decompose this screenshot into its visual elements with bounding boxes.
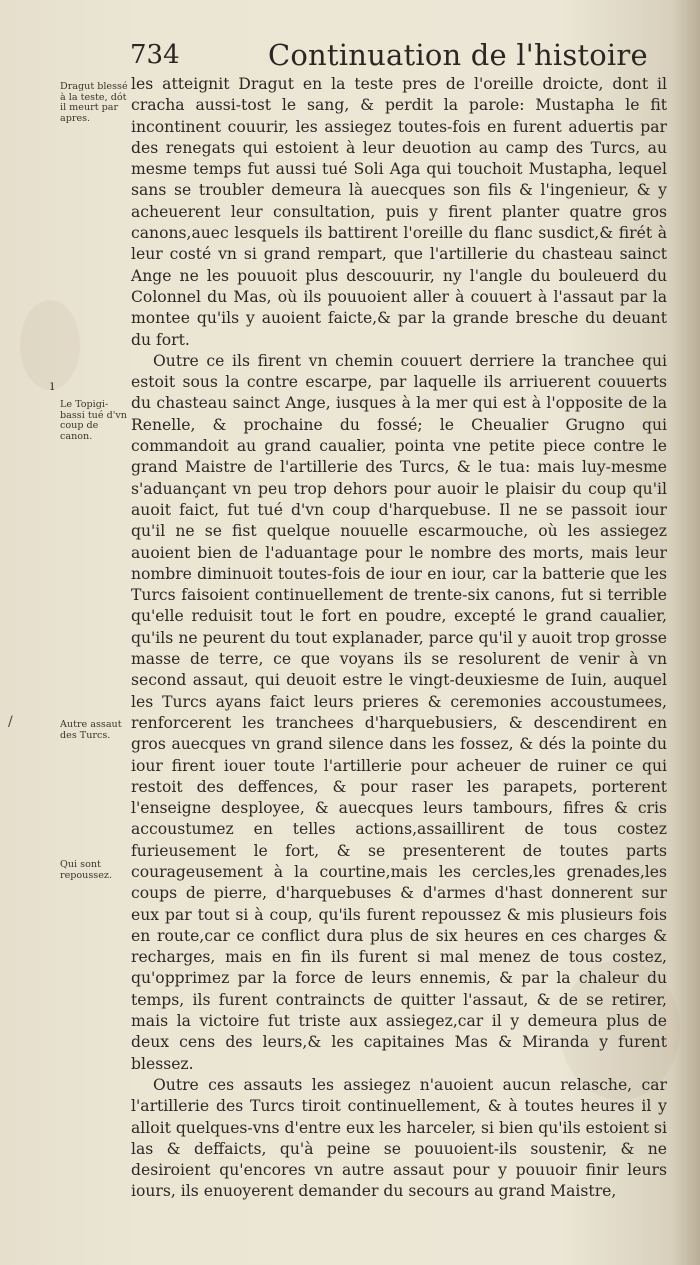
page-number: 734: [130, 40, 180, 70]
paper-stain: [20, 300, 80, 390]
margin-note: Le Topigi-bassi tué d'vn coup de canon.: [60, 399, 127, 442]
margin-note: Dragut blessé à la teste, dót il meurt par apres.: [60, 81, 128, 124]
running-title: Continuation de l'histoire: [268, 38, 648, 72]
margin-note: Qui sont repoussez.: [60, 859, 112, 881]
main-text: [131, 74, 667, 1203]
margin-note: Autre assaut des Turcs.: [60, 719, 122, 741]
margin-mark: ı: [50, 378, 55, 394]
margin-mark: /: [8, 714, 13, 730]
paragraph: les atteignit Dragut en la teste pres de l'oreille droicte, dont il cracha aussi-tost le sang, & perdit la parole: Mustapha le fit incontinent couurir, les assiegez toutes-fois en furent aduertis par des renegats qui estoient à leur deuotion au camp des Turcs, au mesme temps fut aussi tué Soli Aga qui touchoit Mustapha, lequel sans se troubler demeura là auecques son fils & l'ingenieur, & y acheuerent leur consultation, puis y firent planter quatre gros canons,auec lesquels ils battirent l'oreille du flanc susdict,& firét à leur costé vn si grand rempart, que l'artillerie du chasteau sainct Ange ne les pouuoit plus descouurir, ny l'angle du bouleuerd du Colonnel du Mas, où ils pouuoient aller à couuert à l'assaut par la montee qu'ils y auoient faicte,& par la grande bresche du deuant du fort.: [131, 75, 667, 349]
paragraph: Outre ces assauts les assiegez n'auoient aucun relasche, car l'artillerie des Turcs tiroit continuellement, & à toutes heures il y alloit quelques-vns d'entre eux les harceler, si bien qu'ils estoient si las & deffaicts, qu'à peine se pouuoient-ils soustenir, & ne desiroient qu'encores vn autre assaut pour y pouuoir finir leurs iours, ils enuoyerent demander du secours au grand Maistre,: [131, 1075, 667, 1201]
paragraph: Outre ce ils firent vn chemin couuert derriere la tranchee qui estoit sous la contre escarpe, par laquelle ils arriuerent couuerts du chasteau sainct Ange, iusques à la mer qui est à l'opposite de la Renelle, & prochaine du fossé; le Cheualier Grugno qui commandoit au grand caualier, pointa vne petite piece contre le grand Maistre de l'artillerie des Turcs, & le tua: mais luy-mesme s'aduançant vn peu trop dehors pour auoir le plaisir du coup qu'il auoit faict, fut tué d'vn coup d'harquebuse. Il ne se passoit iour qu'il ne se fist quelque nouuelle escarmouche, où les assiegez auoient bien de l'aduantage pour le nombre des morts, mais leur nombre diminuoit toutes-fois de iour en iour, car la batterie que les Turcs faisoient continuellement de trente-six canons, fut si terrible qu'elle reduisit tout le fort en poudre, excepté le grand caualier, qu'ils ne peurent du tout explanader, parce qu'il y auoit trop grosse masse de terre, ce que voyans ils se resolurent de venir à vn second assaut, qui deuoit estre le vingt-deuxiesme de Iuin, auquel les Turcs ayans faict leurs prieres & ceremonies accoustumees, renforcerent les tranchees d'harquebusiers, & descendirent en gros auecques vn grand silence dans les fossez, & dés la pointe du iour firent iouer toute l'artillerie pour acheuer de ruiner ce qui restoit des deffences, & pour raser les parapets, porterent l'enseigne desployee, & auecques leurs tambours, fifres & cris accoustumez en telles actions,assaillirent de tous costez furieusement le fort, & se presenterent de toutes parts courageusement à la courtine,mais les cercles,les grenades,les coups de pierre, d'harquebuses & d'armes d'hast donnerent sur eux par tout si à coup, qu'ils furent repoussez & mis plusieurs fois en route,car ce conflict dura plus de six heures en ces charges & recharges, mais en fin ils furent si mal menez de tous costez, qu'opprimez par la force de leurs ennemis, & par la chaleur du temps, ils furent contraincts de quitter l'assaut, & de se retirer, mais la victoire fut triste aux assiegez,car il y demeura plus de deux cens des leurs,& les capitaines Mas & Miranda y furent blessez.: [131, 351, 667, 1073]
page-header: [0, 38, 700, 74]
